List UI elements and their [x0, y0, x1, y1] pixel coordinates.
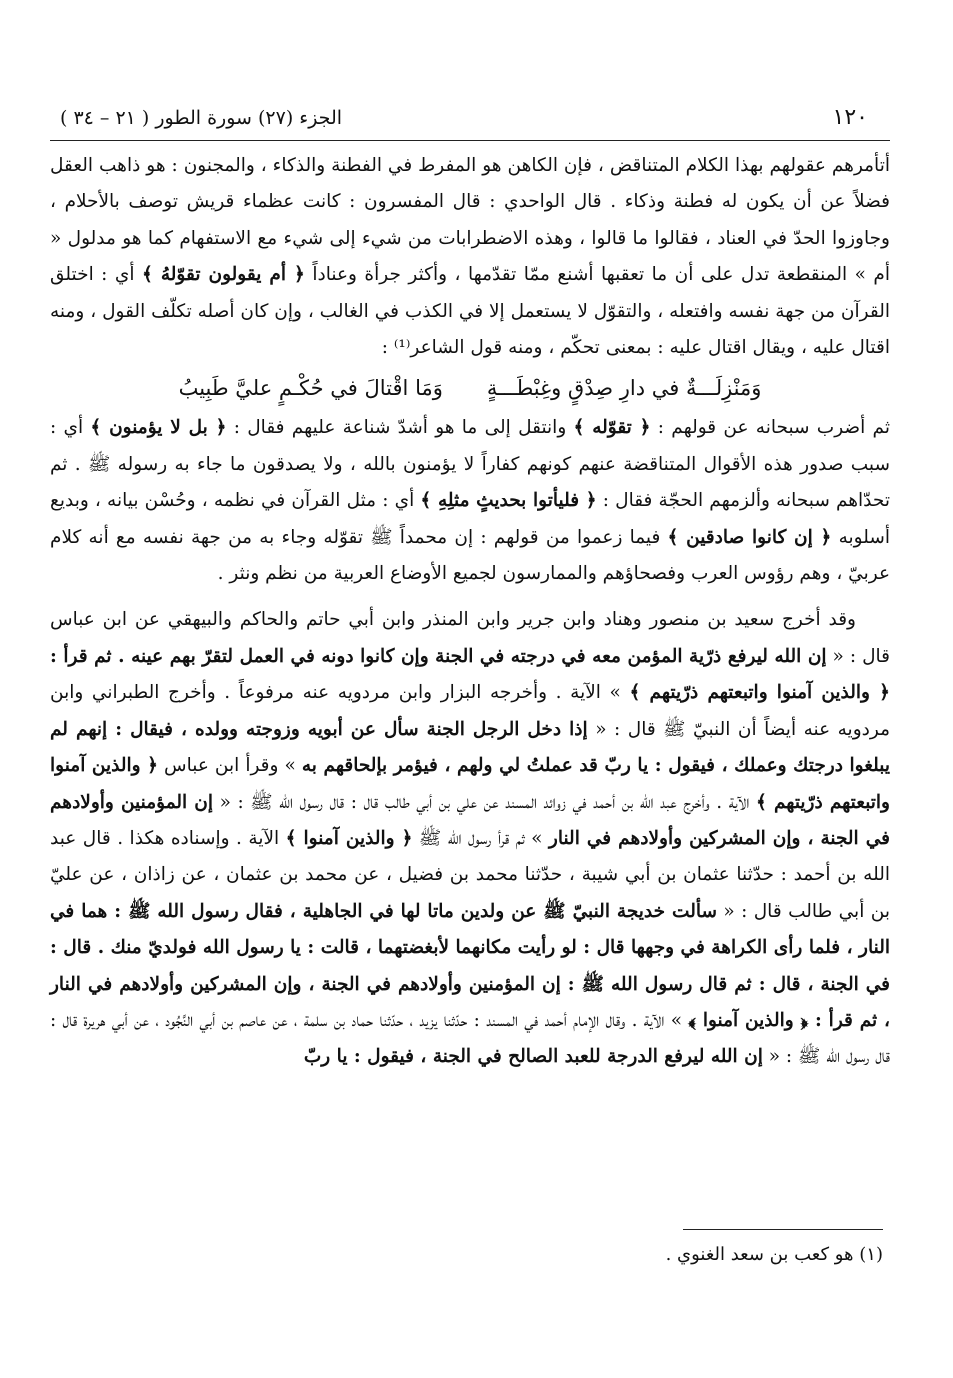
- text-run: » ثم قرأ رسول الله ﷺ: [412, 827, 549, 849]
- quran-quote: ﴿ فليأتوا بحديثٍ مثلِهِ ﴾: [420, 490, 597, 512]
- quran-quote: ﴿ والذين آمنوا واتبعتهم ذرّيتهم ﴾: [50, 755, 890, 813]
- quran-quote: ﴿ أم يقولون تقوّلهُ ﴾: [142, 264, 305, 286]
- text-run: ثم أضرب سبحانه عن قولهم :: [650, 417, 891, 439]
- main-text: [50, 148, 890, 1076]
- hadith-quote: سألت خديجة النبيّ ﷺ عن ولدين ماتا لها في الجاهلية ، فقال رسول الله ﷺ : هما في النار ، فلما رأى الكراهة في وجهها قال : لو رأيت مكانهما لأبغضتهما ، قالت : يا رسول الله فولديّ منك . قال : في الجنة ، قال : ثم قال رسول الله ﷺ : إن المؤمنين وأولادهم في الجنة ، وإن المشركين وأولادهم في النار ، ثم قرأ : ﴿ والذين آمنوا ﴾: [50, 900, 891, 1031]
- quran-quote: ﴿ تقوّله ﴾: [573, 417, 651, 439]
- verse-second-half: وَمَا اقْتالَ في حُكْـمٍ عليَّ طَبِيبُ: [178, 376, 443, 401]
- paragraph-1: [50, 148, 890, 366]
- page-header: [50, 105, 890, 139]
- running-title: الجزء (٢٧) سورة الطور ( ٢١ – ٣٤ ): [60, 107, 343, 129]
- text-run: وقد أخرج سعيد بن منصور وهناد وابن جرير وابن المنذر وابن أبي حاتم والحاكم والبيهقي عن ابن عباس قال : «: [50, 609, 890, 667]
- footnote-rule: [683, 1229, 883, 1230]
- poetry-verse: [50, 366, 890, 410]
- text-run: » الآية . وقال الإمام أحمد في المسند : حدّثنا يزيد ، حدّثنا حماد بن سلمة ، عن عاصم بن أبي النَّجُود ، عن أبي هريرة قال : قال رسول الله ﷺ : «: [50, 1009, 890, 1068]
- text-run: الآية . وأخرج عبد الله بن أحمد في زوائد المسند عن علي بن أبي طالب قال : قال رسول الله ﷺ : «: [213, 791, 757, 813]
- text-run: » وقرأ ابن عباس: [158, 755, 302, 777]
- quran-quote: ﴿ إن كانوا صادقين ﴾: [667, 526, 832, 548]
- hadith-quote: إذا دخل الرجل الجنة سأل عن أبويه وزوجته وولده ، فيقال : إنهم لم يبلغوا درجتك وعملك ، فيقول : يا ربّ قد عملتُ لي ولهم ، فيؤمر بإلحاقهم به: [50, 718, 891, 777]
- text-run: أي : سبب صدور هذه الأقوال المتناقضة عنهم كونهم كفاراً لا يؤمنون بالله ، ولا يصدقون ما جاء به رسوله ﷺ . ثم تحدّاهم سبحانه وألزمهم الحجّة فقال :: [50, 417, 890, 512]
- text-run: فيما زعموا من قولهم : إن محمداً ﷺ تقوّله وجاء به من جهة نفسه مع أنه كلام عربيّ ، وهم رؤوس العرب وفصحاؤهم والممارسون لجميع الأوضاع العربية من نظم ونثر .: [50, 526, 890, 585]
- page-number: ١٢٠: [832, 105, 868, 130]
- text-run: وانتقل إلى ما هو أشدّ شناعة عليهم فقال :: [226, 417, 574, 439]
- text-run: » الآية . وأخرجه البزار وابن مردويه عنه مرفوعاً . وأخرج الطبراني وابن مردويه عنه أيضاً أن النبيّ ﷺ قال : «: [50, 682, 890, 740]
- hadith-quote: إن المؤمنين وأولادهم في الجنة ، وإن المشركين وأولادهم في النار: [50, 791, 890, 849]
- verse-first-half: وَمَنْزِلَـــةٌ في دارِ صِدْقٍ وغِبْطَـــةٍ: [486, 376, 762, 401]
- hadith-quote: إن الله ليرفع ذرّية المؤمن معه في درجته في الجنة وإن كانوا دونه في العمل لتقرّ بهم عينه . ثم قرأ : ﴿ والذين آمنوا واتبعتهم ذرّيتهم ﴾: [50, 645, 891, 704]
- text-run: الآية . وإسناده هكذا . قال عبد الله بن أحمد : حدّثنا عثمان بن أبي شيبة ، حدّثنا محمد بن فضيل ، عن محمد بن عثمان ، عن زاذان ، عن عليّ بن أبي طالب قال : «: [50, 827, 890, 922]
- text-run: أتأمرهم عقولهم بهذا الكلام المتناقض ، فإن الكاهن هو المفرط في الفطنة والذكاء ، والمجنون : هو ذاهب العقل فضلاً عن أن يكون له فطنة وذكاء . قال الواحدي : قال المفسرون : كانت عظماء قريش توصف بالأحلام ، وجاوزوا الحدّ في العناد ، فقالوا ما قالوا ، وهذه الاضطرابات من شيء إلى شيء مع الاستفهام كما هو مدلول « أم » المنقطعة تدل على أن ما تعقبها أشنع ممّا تقدّمها ، وأكثر جرأة وعناداً: [50, 155, 890, 286]
- footnote: (١) هو كعب بن سعد الغنوي .: [665, 1244, 883, 1265]
- paragraph-2: [50, 410, 890, 592]
- text-run: أي : اختلق القرآن من جهة نفسه وافتعله ، والتقوّل لا يستعمل إلا في الكذب في الغالب ، وإن كان أصله تكلّف القول ، ومنه اقتال عليه ، ويقال اقتال عليه : بمعنى تحكّم ، ومنه قول الشاعر⁽¹⁾ :: [50, 264, 890, 359]
- paragraph-3: [50, 602, 890, 1075]
- quran-quote: ﴿ والذين آمنوا ﴾: [285, 827, 413, 849]
- quran-quote: ﴿ بل لا يؤمنون ﴾: [90, 417, 227, 439]
- header-rule: [50, 140, 890, 141]
- hadith-quote: إن الله ليرفع الدرجة للعبد الصالح في الجنة ، فيقول : يا ربّ: [303, 1046, 763, 1068]
- text-run: أي : مثل القرآن في نظمه ، وحُسْن بيانه ، وبديع أسلوبه: [50, 490, 890, 548]
